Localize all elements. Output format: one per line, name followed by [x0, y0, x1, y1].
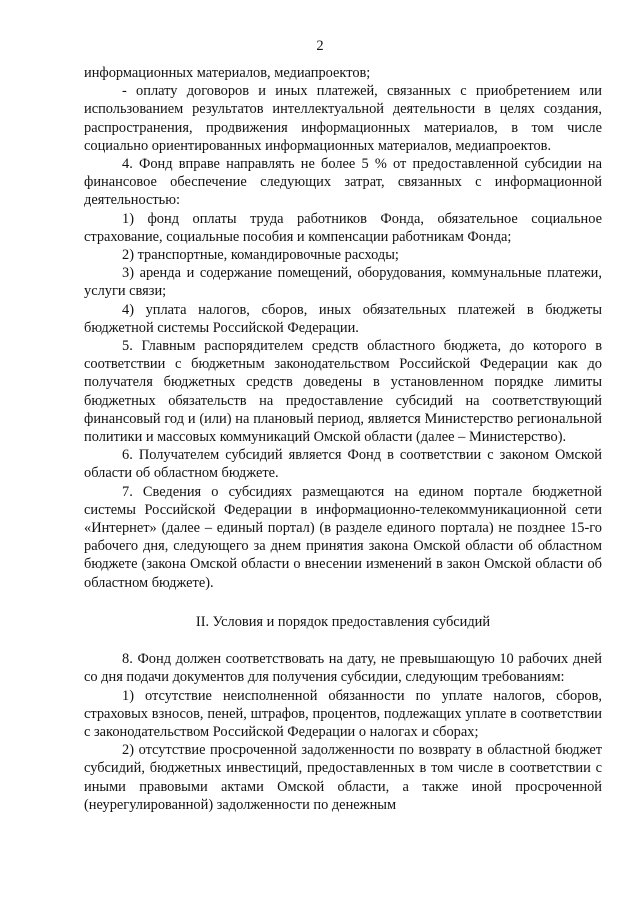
- paragraph: 6. Получателем субсидий является Фонд в соответствии с законом Омской области об областном бюджете.: [84, 447, 602, 482]
- paragraph: - оплату договоров и иных платежей, связанных с приобретением или использованием результатов интеллектуальной деятельности в целях создания, распространения, продвижения информационных материалов, в том числе социально ориентированных информационных материалов, медиапроектов.: [84, 83, 602, 154]
- paragraph: 1) фонд оплаты труда работников Фонда, обязательное социальное страхование, социальные пособия и компенсации работникам Фонда;: [84, 210, 602, 245]
- paragraph: 2) транспортные, командировочные расходы;: [122, 247, 399, 264]
- paragraph: 3) аренда и содержание помещений, оборудования, коммунальные платежи, услуги связи;: [84, 265, 602, 300]
- paragraph: 4) уплата налогов, сборов, иных обязательных платежей в бюджеты бюджетной системы Российской Федерации.: [84, 301, 602, 336]
- section-heading: II. Условия и порядок предоставления субсидий: [195, 613, 491, 630]
- paragraph: 5. Главным распорядителем средств областного бюджета, до которого в соответствии с бюджетным законодательством Российской Федерации как до получателя бюджетных средств доведены в установленном порядке лимиты бюджетных обязательств на предоставление субсидий на соответствующий финансовый год и (или) на плановый период, является Министерство региональной политики и массовых коммуникаций Омской области (далее – Министерство).: [84, 338, 602, 446]
- paragraph: 7. Сведения о субсидиях размещаются на едином портале бюджетной системы Российской Федерации в информационно-телекоммуникационной сети «Интернет» (далее – единый портал) (в разделе единого портала) не позднее 15-го рабочего дня, следующего за днем принятия закона Омской области об областном бюджете (закона Омской области о внесении изменений в закон Омской области об областном бюджете).: [84, 483, 602, 591]
- paragraph: 1) отсутствие неисполненной обязанности по уплате налогов, сборов, страховых взносов, пеней, штрафов, процентов, подлежащих уплате в соответствии с законодательством Российской Федерации о налогах и сборах;: [84, 687, 602, 740]
- paragraphs-after-heading: [84, 650, 602, 814]
- page-number: 2: [316, 38, 324, 54]
- document-body: [84, 64, 602, 814]
- paragraphs-before-heading: [84, 64, 602, 592]
- paragraph: информационных материалов, медиапроектов;: [84, 65, 371, 81]
- paragraph: 2) отсутствие просроченной задолженности по возврату в областной бюджет субсидий, бюджетных инвестиций, предоставленных в том числе в соответствии с иными правовыми актами Омской области, а также иной просроченной (неурегулированной) задолженности по денежным: [84, 742, 602, 813]
- paragraph: 4. Фонд вправе направлять не более 5 % от предоставленной субсидии на финансовое обеспечение следующих затрат, связанных с информационной деятельностью:: [84, 156, 602, 209]
- paragraph: 8. Фонд должен соответствовать на дату, не превышающую 10 рабочих дней со дня подачи документов для получения субсидии, следующим требованиям:: [84, 651, 602, 686]
